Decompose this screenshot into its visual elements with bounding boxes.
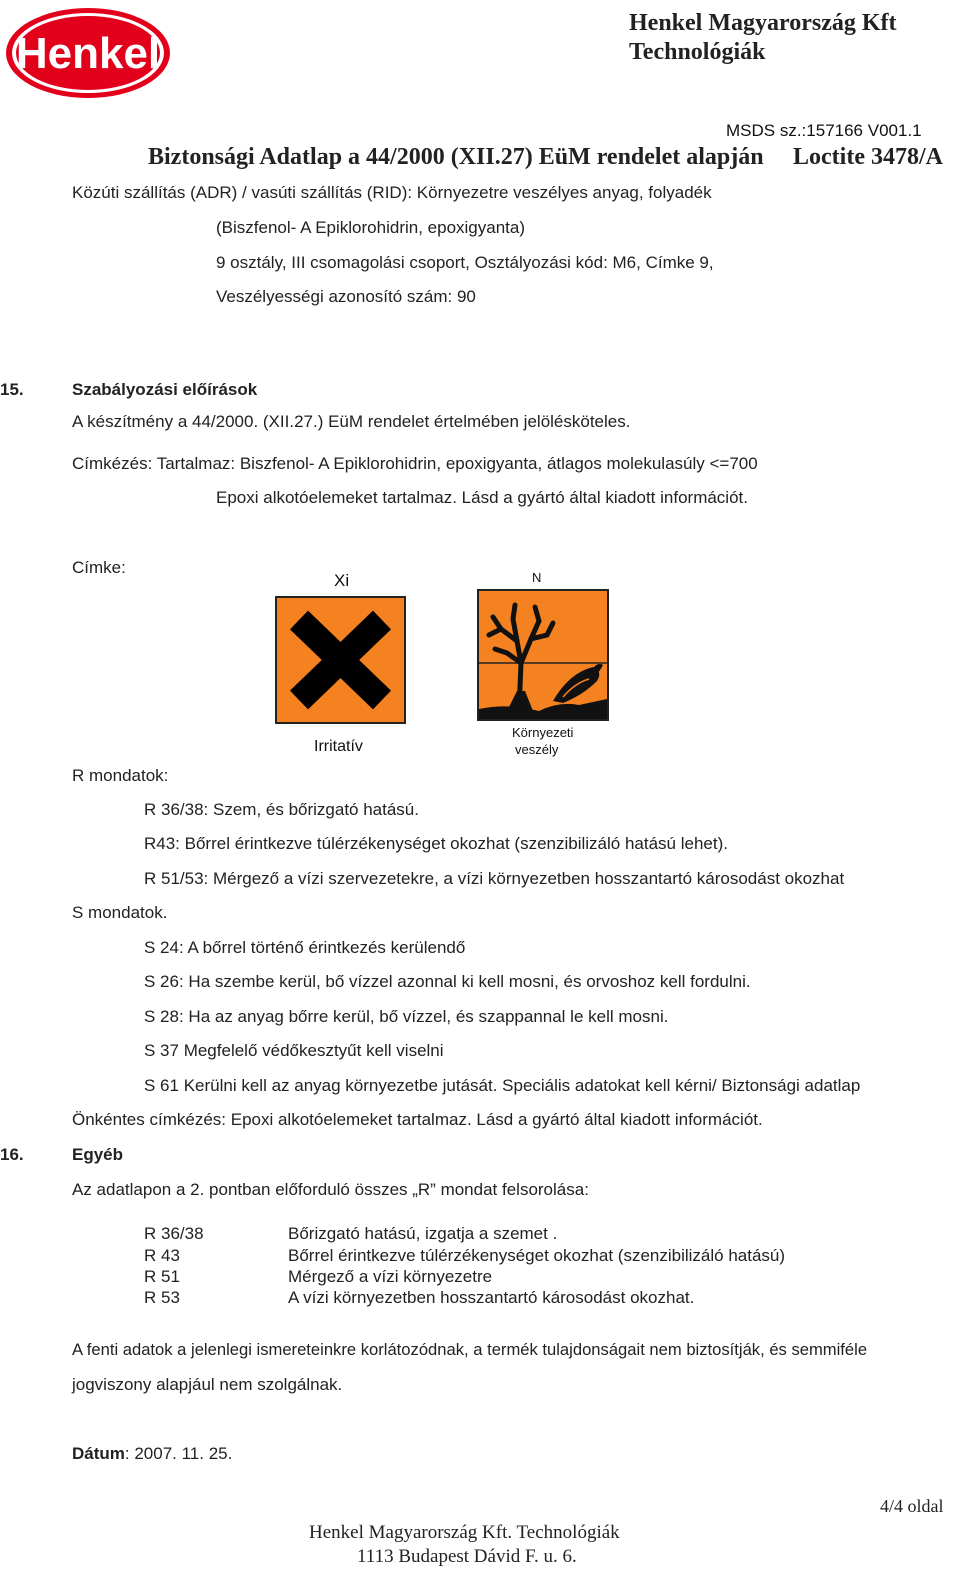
r-list-code: R 51 <box>144 1267 180 1286</box>
symbol-caption: Irritatív <box>314 738 363 755</box>
s-phrases-heading: S mondatok. <box>72 903 168 922</box>
date-label: Dátum <box>72 1444 125 1463</box>
section-title: Szabályozási előírások <box>72 380 258 399</box>
symbol-caption: veszély <box>515 742 559 757</box>
label-heading: Címke: <box>72 558 126 577</box>
s-phrase: S 24: A bőrrel történő érintkezés kerülendő <box>144 938 466 957</box>
company-division: Technológiák <box>629 39 766 65</box>
labeling-text: Címkézés: Tartalmaz: Biszfenol- A Epiklorohidrin, epoxigyanta, átlagos molekulasúly <=700 <box>72 454 758 473</box>
s-phrase: S 26: Ha szembe kerül, bő vízzel azonnal ki kell mosni, és orvoshoz kell fordulni. <box>144 972 751 991</box>
r-list-text: Bőrrel érintkezve túlérzékenységet okozhat (szenzibilizáló hatású) <box>288 1246 786 1265</box>
r-list-code: R 53 <box>144 1288 180 1307</box>
labeling-text: Epoxi alkotóelemeket tartalmaz. Lásd a gyártó által kiadott információt. <box>216 488 748 507</box>
s-phrase: S 37 Megfelelő védőkesztyűt kell viselni <box>144 1041 444 1060</box>
r-list-code: R 36/38 <box>144 1224 204 1243</box>
r-phrase: R43: Bőrrel érintkezve túlérzékenységet okozhat (szenzibilizáló hatású lehet). <box>144 834 728 853</box>
section-number: 15. <box>0 380 24 399</box>
msds-number: MSDS sz.:157166 V001.1 <box>726 121 922 140</box>
r-list-text: A vízi környezetben hosszantartó károsodást okozhat. <box>288 1288 695 1307</box>
henkel-logo <box>4 6 172 100</box>
r-phrases-heading: R mondatok: <box>72 766 169 785</box>
symbol-code: N <box>532 570 542 585</box>
disclaimer: jogviszony alapjául nem szolgálnak. <box>72 1375 343 1394</box>
transport-line: (Biszfenol- A Epiklorohidrin, epoxigyanta) <box>216 218 525 237</box>
company-name: Henkel Magyarország Kft <box>629 10 897 36</box>
svg-text:Henkel: Henkel <box>15 29 161 78</box>
document-title: Biztonsági Adatlap a 44/2000 (XII.27) EüM rendelet alapján <box>148 144 764 170</box>
footer-company: Henkel Magyarország Kft. Technológiák <box>309 1522 620 1543</box>
section-title: Egyéb <box>72 1145 124 1164</box>
page-number: 4/4 oldal <box>880 1496 944 1516</box>
transport-line: 9 osztály, III csomagolási csoport, Osztályozási kód: M6, Címke 9, <box>216 253 714 272</box>
transport-line: Veszélyességi azonosító szám: 90 <box>216 287 476 306</box>
irritant-cross-icon <box>275 596 406 724</box>
date-value: : 2007. 11. 25. <box>124 1444 233 1463</box>
symbol-code: Xi <box>334 571 350 590</box>
r-list-code: R 43 <box>144 1246 180 1265</box>
voluntary-labeling: Önkéntes címkézés: Epoxi alkotóelemeket tartalmaz. Lásd a gyártó által kiadott információt. <box>72 1110 763 1129</box>
date-line <box>72 1444 232 1464</box>
footer-address: 1113 Budapest Dávid F. u. 6. <box>357 1546 577 1567</box>
s-phrase: S 28: Ha az anyag bőrre kerül, bő vízzel, és szappannal le kell mosni. <box>144 1007 669 1026</box>
regulation-text: A készítmény a 44/2000. (XII.27.) EüM rendelet értelmében jelölésköteles. <box>72 412 631 431</box>
environment-hazard-icon <box>477 589 609 721</box>
symbol-caption: Környezeti <box>512 725 574 740</box>
transport-line: Közúti szállítás (ADR) / vasúti szállítás (RID): Környezetre veszélyes anyag, folyadék <box>72 183 712 202</box>
s-phrase: S 61 Kerülni kell az anyag környezetbe jutását. Speciális adatokat kell kérni/ Biztonsági adatlap <box>144 1076 861 1095</box>
disclaimer: A fenti adatok a jelenlegi ismereteinkre korlátozódnak, a termék tulajdonságait nem biztosítják, és semmiféle <box>72 1340 868 1359</box>
r-list-text: Mérgező a vízi környezetre <box>288 1267 493 1286</box>
r-list-text: Bőrizgató hatású, izgatja a szemet . <box>288 1224 558 1243</box>
r-phrase: R 51/53: Mérgező a vízi szervezetekre, a vízi környezetben hosszantartó károsodást okozhat <box>144 869 845 888</box>
r-list-intro: Az adatlapon a 2. pontban előforduló összes „R” mondat felsorolása: <box>72 1180 589 1199</box>
section-number: 16. <box>0 1145 24 1164</box>
r-phrase: R 36/38: Szem, és bőrizgató hatású. <box>144 800 419 819</box>
product-name: Loctite 3478/A <box>793 144 943 170</box>
